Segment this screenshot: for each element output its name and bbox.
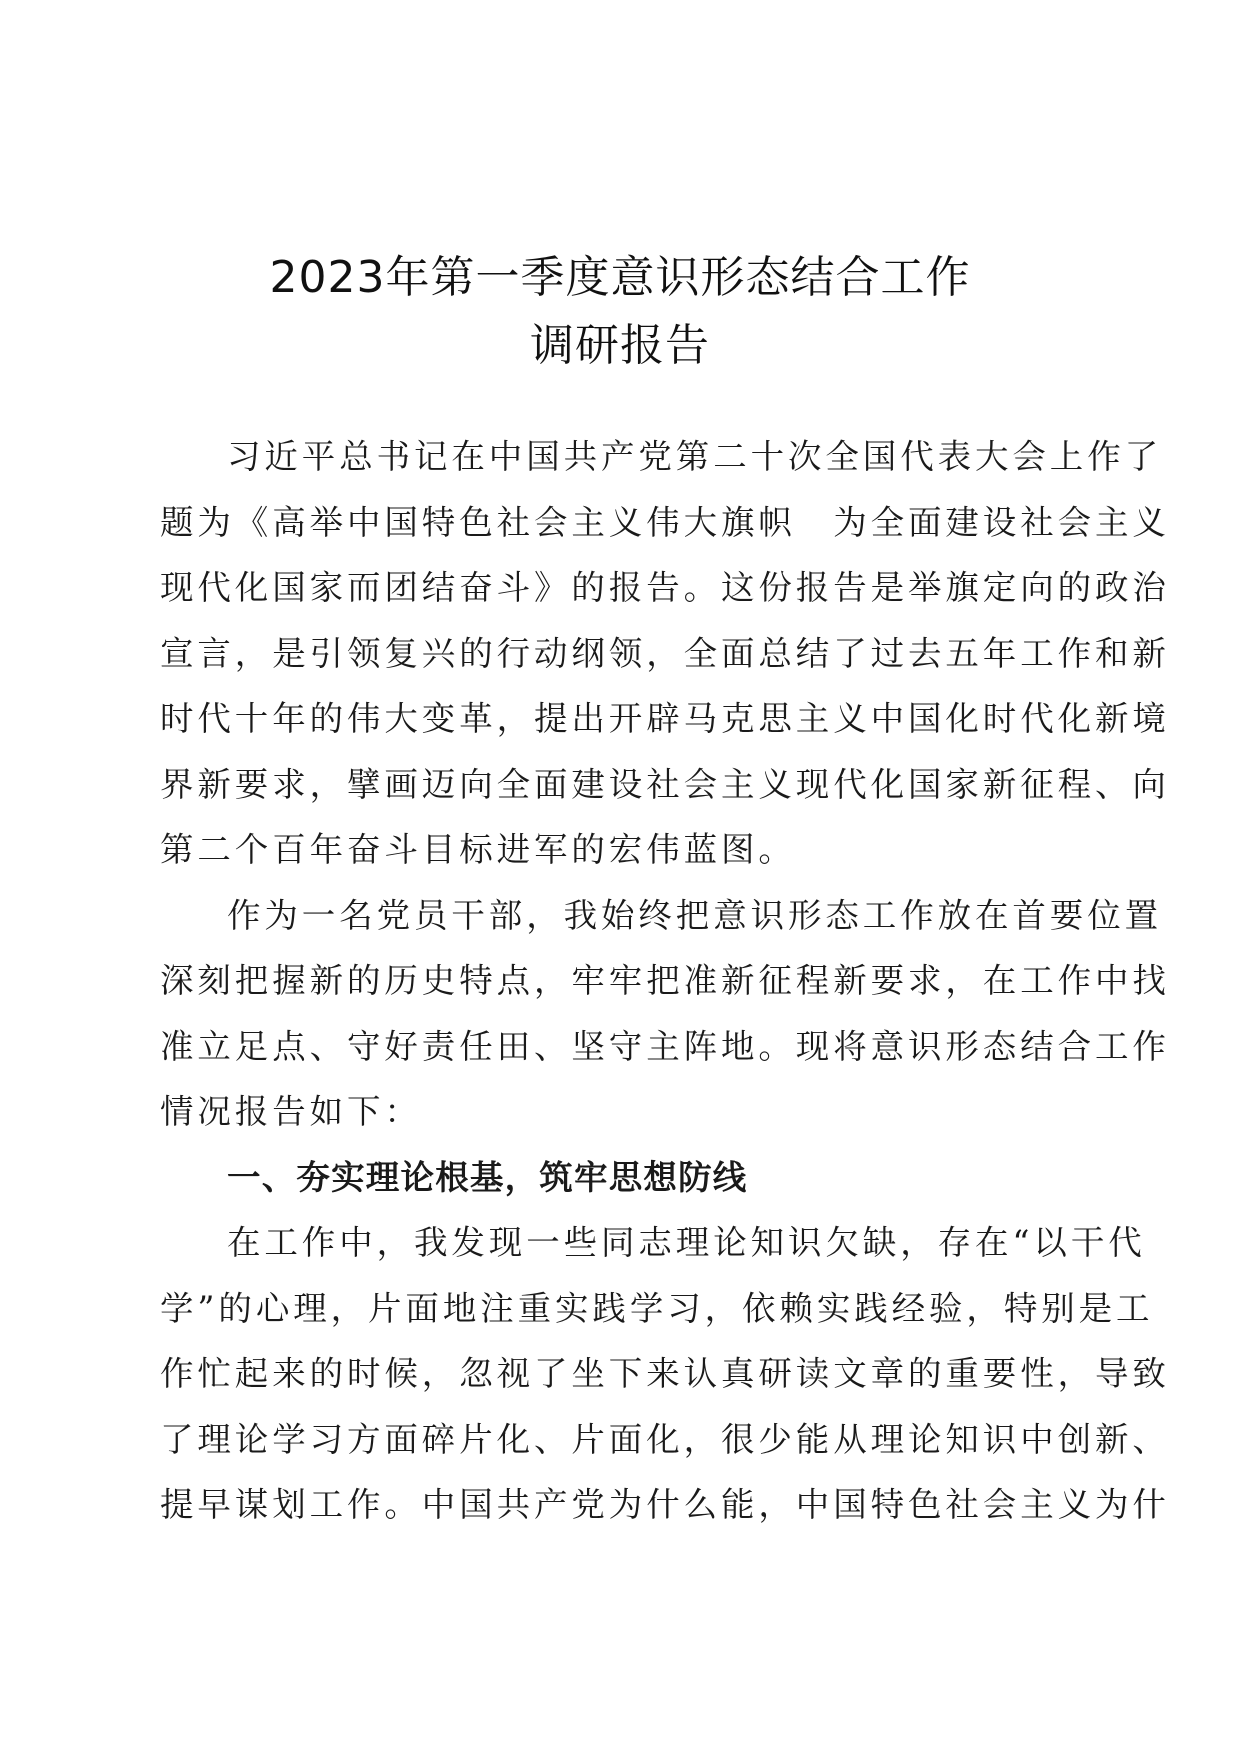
section-paragraph [160,1210,1170,1538]
paragraph-line: 深刻把握新的历史特点，牢牢把准新征程新要求，在工作中找 [160,961,1170,1000]
paragraph-line: 宣言，是引领复兴的行动纲领，全面总结了过去五年工作和新 [160,633,1170,673]
paragraph-line: 第二个百年奋斗目标进军的宏伟蓝图。 [160,830,796,869]
document-title-line-1: 2023年第一季度意识形态结合工作 [269,252,971,303]
paragraph-line: 现代化国家而团结奋斗》的报告。这份报告是举旗定向的政治 [160,568,1170,607]
paragraph-line: 时代十年的伟大变革，提出开辟马克思主义中国化时代化新境 [160,699,1170,738]
paragraph-line: 习近平总书记在中国共产党第二十次全国代表大会上作了 [227,437,1162,476]
paragraph-line: 了理论学习方面碎片化、片面化，很少能从理论知识中创新、 [160,1419,1170,1459]
paragraph-line: 作为一名党员干部，我始终把意识形态工作放在首要位置 [227,895,1162,935]
paragraph-line: 在工作中，我发现一些同志理论知识欠缺，存在“以干代 [227,1223,1146,1262]
body-paragraph-1 [160,424,1170,883]
section-heading: 一、夯实理论根基，筑牢思想防线 [227,1157,748,1197]
paragraph-line: 情况报告如下： [160,1092,422,1131]
paragraph-line: 准立足点、守好责任田、坚守主阵地。现将意识形态结合工作 [160,1026,1170,1066]
paragraph-line: 作忙起来的时候，忽视了坐下来认真研读文章的重要性，导致 [160,1354,1170,1393]
paragraph-line: 题为《高举中国特色社会主义伟大旗帜 为全面建设社会主义 [160,502,1170,542]
body-paragraph-2 [160,883,1170,1145]
document-title-line-2: 调研报告 [530,320,710,371]
paragraph-line: 界新要求，擘画迈向全面建设社会主义现代化国家新征程、向 [160,764,1170,804]
paragraph-line: 学”的心理，片面地注重实践学习，依赖实践经验，特别是工 [160,1288,1154,1328]
document-body [160,424,1170,1538]
paragraph-line: 提早谋划工作。中国共产党为什么能，中国特色社会主义为什 [160,1485,1170,1524]
